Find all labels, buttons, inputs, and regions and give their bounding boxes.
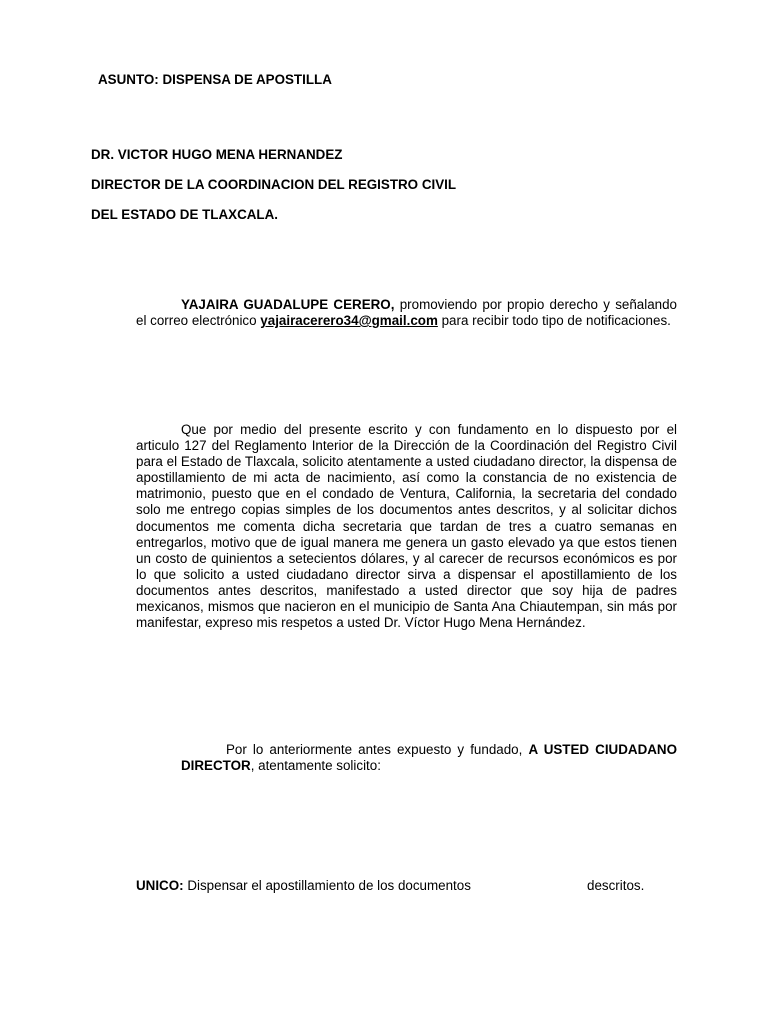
intro-paragraph xyxy=(136,297,677,329)
body-paragraph: Que por medio del presente escrito y con fundamento en lo dispuesto por el articulo 127 del Reglamento Interior de la Dirección de la Coordinación del Registro Civil para el Estado de Tlaxcala, solicito atentamente a usted ciudadano director, la dispensa de apostillamiento de mi acta de nacimiento, así como la constancia de no existencia de matrimonio, puesto que en el condado de Ventura, California, la secretaria del condado solo me entrego copias simples de los documentos antes descritos, y al solicitar dichos documentos me comenta dicha secretaria que tardan de tres a cuatro semanas en entregarlos, motivo que de igual manera me genera un gasto elevado ya que estos tienen un costo de quinientos a setecientos dólares, y al carecer de recursos económicos es por lo que solicito a usted ciudadano director sirva a dispensar el apostillamiento de los documentos antes descritos, manifestado a usted director que soy hija de padres mexicanos, mismos que nacieron en el municipio de Santa Ana Chiautempan, sin más por manifestar, expreso mis respetos a usted Dr. Víctor Hugo Mena Hernández. xyxy=(136,422,677,631)
petition-line xyxy=(136,878,471,894)
request-bold-text: A USTED CIUDADANO DIRECTOR xyxy=(181,742,677,774)
petition-last-word: descritos. xyxy=(587,878,645,893)
request-paragraph xyxy=(181,742,677,774)
petition-label: UNICO: xyxy=(136,878,184,893)
request-text-after: , atentamente solicito: xyxy=(250,758,381,774)
intro-text-after-email: para recibir todo tipo de notificaciones. xyxy=(437,313,671,329)
addressee-title-line1: DIRECTOR DE LA COORDINACION DEL REGISTRO CIVIL xyxy=(91,177,457,192)
petition-text: Dispensar el apostillamiento de los documentos xyxy=(183,878,471,893)
subject-line: ASUNTO: DISPENSA DE APOSTILLA xyxy=(98,72,332,87)
sender-email: yajairacerero34@gmail.com xyxy=(260,313,438,329)
sender-name: YAJAIRA GUADALUPE CERERO, xyxy=(181,297,395,312)
addressee-title-line2: DEL ESTADO DE TLAXCALA. xyxy=(91,207,278,222)
request-text-before: Por lo anteriormente antes expuesto y fundado, xyxy=(226,742,529,757)
addressee-name: DR. VICTOR HUGO MENA HERNANDEZ xyxy=(91,147,343,162)
intro-text-before-email: promoviendo por propio derecho y señalando el correo electrónico xyxy=(136,297,677,329)
